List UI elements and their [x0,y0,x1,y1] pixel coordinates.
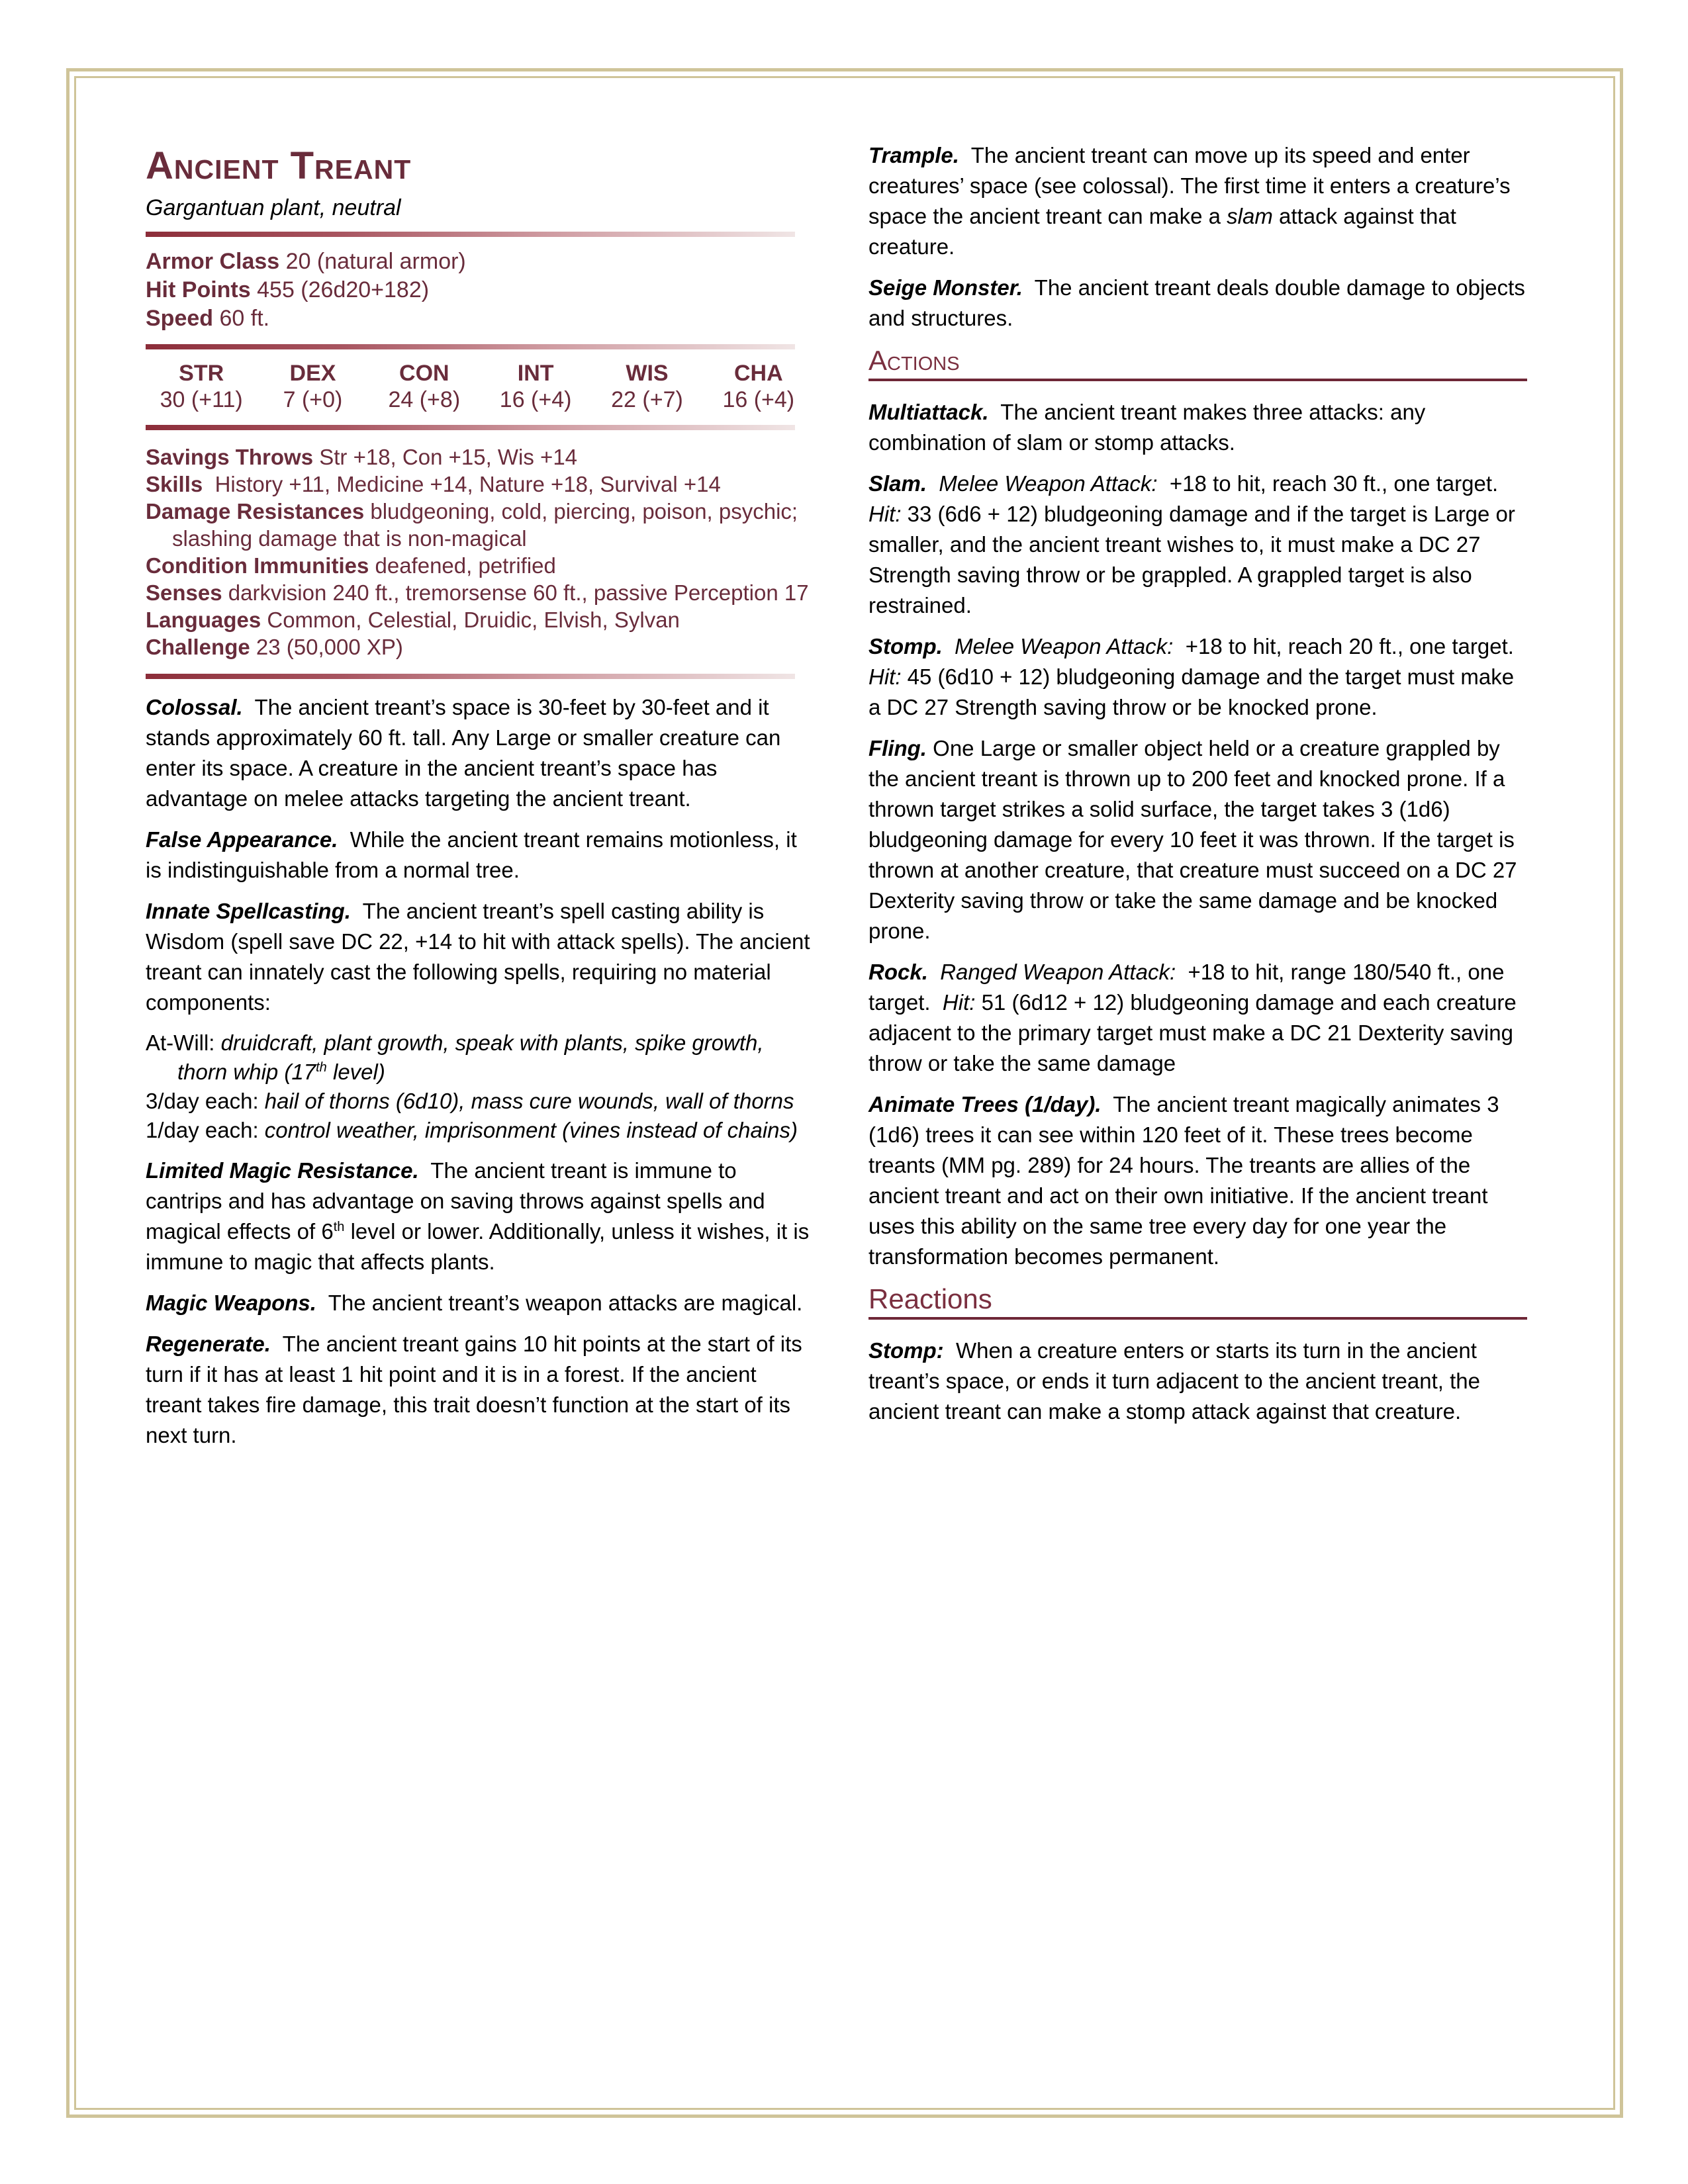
action-rock-hit-text: 51 (6d12 + 12) bludgeoning damage and each creature adjacent to the primary target must make a DC 21 Dexterity saving throw or take the same damage [868,990,1517,1075]
trait-seige-monster-name: Seige Monster. [868,275,1023,300]
action-rock-attack-type: Ranged Weapon Attack: [940,960,1176,984]
trait-limited-magic-resistance [146,1156,814,1277]
innate-spell-list [146,1028,814,1145]
action-fling-text: One Large or smaller object held or a creature grappled by the ancient treant is thrown up to 200 feet and knocked prone. If a thrown target strikes a solid surface, the target takes 3 (1d6) bludgeoning damage for every 10 feet it was thrown. If the target is thrown at another creature, that creature must succeed on a DC 27 Dexterity saving throw or take the same damage and be knocked prone. [868,736,1517,943]
action-rock-tohit: +18 to hit, range 180/540 ft., one target. [868,960,1505,1015]
ability-con-label: CON [399,361,449,386]
statblock-left-column [146,144,814,1451]
tapered-rule [146,425,795,430]
skills-label: Skills [146,472,203,496]
ability-scores-table [146,360,814,413]
challenge-label: Challenge [146,635,250,659]
senses-row [146,579,814,606]
spells-3day-row [146,1087,814,1116]
damage-resistances-value-continued: slashing damage that is non-magical [172,526,527,551]
monster-type-subtitle: Gargantuan plant, neutral [146,195,401,220]
skills-row [146,471,814,498]
reaction-stomp [868,1336,1527,1427]
trait-trample-name: Trample. [868,143,959,167]
ability-cha-score: 16 (+4) [722,387,795,412]
ordinal-superscript: th [333,1220,345,1234]
reactions-section-heading: Reactions [868,1284,1527,1320]
tapered-rule [146,344,795,349]
spells-3day-label: 3/day each: [146,1089,265,1113]
armor-class-row [146,248,814,276]
tapered-rule [146,232,795,237]
saving-throws-row [146,443,814,471]
action-fling [868,733,1527,946]
action-rock-name: Rock. [868,960,928,984]
trait-regenerate [146,1329,814,1451]
action-slam [868,469,1527,621]
action-animate-trees [868,1089,1527,1272]
hit-points-row [146,276,814,304]
trait-seige-monster [868,273,1527,334]
action-slam-tohit: +18 to hit, reach 30 ft., one target. [1169,471,1499,496]
ability-con-score: 24 (+8) [388,387,461,412]
trait-false-appearance-name: False Appearance. [146,827,338,852]
action-multiattack-name: Multiattack. [868,400,989,424]
damage-resistances-label: Damage Resistances [146,499,365,523]
speed-row [146,304,814,333]
condition-immunities-row [146,552,814,579]
action-stomp-attack-type: Melee Weapon Attack: [955,634,1174,659]
tapered-rule [146,674,795,679]
hit-points-label: Hit Points [146,277,251,302]
spells-1day-row [146,1116,814,1145]
spells-at-will-row [146,1028,814,1087]
ability-int [480,360,591,413]
reaction-stomp-text: When a creature enters or starts its turn in the ancient treant’s space, or ends it turn adjacent to the ancient treant, the ancient treant can make a stomp attack against that creature. [868,1338,1480,1424]
action-stomp [868,631,1527,723]
ability-int-score: 16 (+4) [499,387,572,412]
trait-limited-magic-resistance-name: Limited Magic Resistance. [146,1158,419,1183]
ability-cha-label: CHA [733,361,783,386]
ability-con [369,360,480,413]
trait-regenerate-name: Regenerate. [146,1332,271,1356]
action-stomp-name: Stomp. [868,634,943,659]
spells-at-will-list: druidcraft, plant growth, speak with plants, spike growth, thorn whip (17th level) [177,1030,764,1084]
ability-cha [703,360,814,413]
damage-resistances-value: bludgeoning, cold, piercing, poison, psychic; [370,499,798,523]
action-slam-name: Slam. [868,471,927,496]
action-stomp-tohit: +18 to hit, reach 20 ft., one target. [1185,634,1514,659]
spells-1day-list: control weather, imprisonment (vines instead of chains) [264,1118,798,1142]
action-slam-attack-type: Melee Weapon Attack: [939,471,1158,496]
slam-emphasis: slam [1227,204,1273,228]
ability-str [146,360,257,413]
trait-colossal-name: Colossal. [146,695,243,719]
action-slam-hit-text: 33 (6d6 + 12) bludgeoning damage and if the target is Large or smaller, and the ancient treant wishes to, it must make a DC 27 Strength saving throw or be grappled. A grappled target is also restrained. [868,502,1515,617]
spells-at-will-label: At-Will: [146,1030,221,1055]
reaction-stomp-name: Stomp: [868,1338,944,1363]
action-animate-trees-name: Animate Trees (1/day). [868,1092,1102,1116]
speed-label: Speed [146,306,214,331]
trait-false-appearance [146,825,814,886]
ability-str-score: 30 (+11) [160,387,243,412]
armor-class-value: 20 (natural armor) [285,249,466,274]
spells-3day-list: hail of thorns (6d10), mass cure wounds, wall of thorns [264,1089,794,1113]
ordinal-superscript: th [316,1060,327,1075]
condition-immunities-value: deafened, petrified [375,553,556,578]
actions-section-heading: Actions [868,345,1527,381]
damage-resistances-row [146,498,814,552]
action-fling-name: Fling. [868,736,927,760]
ability-wis-score: 22 (+7) [611,387,683,412]
trait-magic-weapons-name: Magic Weapons. [146,1291,316,1315]
spells-1day-label: 1/day each: [146,1118,265,1142]
trait-innate-spellcasting-name: Innate Spellcasting. [146,899,351,923]
languages-value: Common, Celestial, Druidic, Elvish, Sylvan [267,608,680,632]
senses-label: Senses [146,580,222,605]
condition-immunities-label: Condition Immunities [146,553,369,578]
trait-colossal [146,692,814,814]
ability-wis [591,360,702,413]
traits-block [146,692,814,1451]
senses-value: darkvision 240 ft., tremorsense 60 ft., passive Perception 17 [228,580,809,605]
trait-magic-weapons-text: The ancient treant’s weapon attacks are magical. [328,1291,803,1315]
ability-int-label: INT [517,361,554,386]
action-slam-hit-label: Hit: [868,502,902,526]
challenge-value: 23 (50,000 XP) [256,635,403,659]
hit-points-value: 455 (26d20+182) [257,277,430,302]
monster-name-title: Ancient Treant [146,144,412,187]
action-multiattack-text: The ancient treant makes three attacks: any combination of slam or stomp attacks. [868,400,1426,455]
statblock-right-column [868,140,1527,1427]
ability-dex-score: 7 (+0) [283,387,343,412]
ability-dex-label: DEX [289,361,336,386]
trait-trample [868,140,1527,262]
challenge-row [146,633,814,660]
ability-wis-label: WIS [626,361,669,386]
action-rock [868,957,1527,1079]
detail-stats-block [146,443,814,660]
action-stomp-hit-text: 45 (6d10 + 12) bludgeoning damage and the target must make a DC 27 Strength saving throw or be knocked prone. [868,664,1515,719]
action-rock-hit-label: Hit: [942,990,976,1015]
core-stats-block [146,248,814,333]
trait-innate-spellcasting-text: The ancient treant’s spell casting ability is Wisdom (spell save DC 22, +14 to hit with attack spells). The ancient treant can innately cast the following spells, requiring no material components: [146,899,810,1015]
trait-regenerate-text: The ancient treant gains 10 hit points at the start of its turn if it has at least 1 hit point and it is in a forest. If the ancient treant takes fire damage, this trait doesn’t function at the start of its next turn. [146,1332,802,1447]
armor-class-label: Armor Class [146,249,280,274]
trait-colossal-text: The ancient treant’s space is 30-feet by 30-feet and it stands approximately 60 ft. tall. Any Large or smaller creature can enter its space. A creature in the ancient treant’s space has advantage on melee attacks targeting the ancient treant. [146,695,781,811]
skills-value: History +11, Medicine +14, Nature +18, Survival +14 [214,472,721,496]
languages-row [146,606,814,633]
action-animate-trees-text: The ancient treant magically animates 3 (1d6) trees it can see within 120 feet of it. These trees become treants (MM pg. 289) for 24 hours. The treants are allies of the ancient treant and act on their own initiative. If the ancient treant uses this ability on the same tree every day for one year the transformation becomes permanent. [868,1092,1499,1269]
trait-false-appearance-text: While the ancient treant remains motionless, it is indistinguishable from a normal tree. [146,827,797,882]
trait-limited-magic-resistance-text: The ancient treant is immune to cantrips and has advantage on saving throws against spells and magical effects of 6th level or lower. Additionally, unless it wishes, it is immune to magic that affects plants. [146,1158,810,1274]
saving-throws-value: Str +18, Con +15, Wis +14 [319,445,578,469]
saving-throws-label: Savings Throws [146,445,314,469]
languages-label: Languages [146,608,261,632]
trait-magic-weapons [146,1288,814,1318]
trait-innate-spellcasting [146,896,814,1018]
action-stomp-hit-label: Hit: [868,664,902,689]
ability-str-label: STR [179,361,224,386]
ability-dex [257,360,368,413]
speed-value: 60 ft. [219,306,270,331]
trait-trample-text: The ancient treant can move up its speed and enter creatures’ space (see colossal). The first time it enters a creature’s space the ancient treant can make a slam attack against that creature. [868,143,1511,259]
trait-seige-monster-text: The ancient treant deals double damage to objects and structures. [868,275,1525,330]
action-multiattack [868,397,1527,458]
